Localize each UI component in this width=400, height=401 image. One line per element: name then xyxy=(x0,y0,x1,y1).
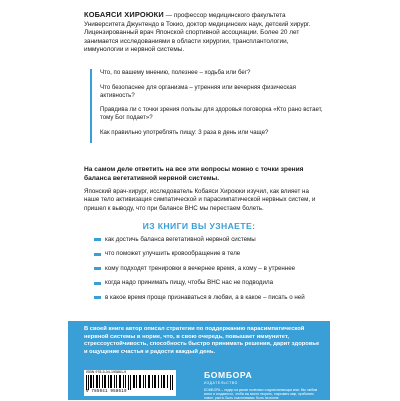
list-item-text: что поможет улучшить кровообращение в теле xyxy=(105,250,241,258)
isbn-label: ISBN 978-5-04-195861-9 xyxy=(86,370,127,374)
question: Что, по вашему мнению, полезнее – ходьба или бег? xyxy=(100,69,251,76)
summary-text: В своей книге автор описал стратегии по поддержанию парасимпатической нервной системы в норме, что, в свою очередь, повышает иммунитет, стрессоустойчивость, способность быстро принимать решения, дарит здоровье и ощущение счастья и радости каждый день. xyxy=(84,326,320,355)
book-back-cover xyxy=(68,0,330,400)
publisher-subtitle: ИЗДАТЕЛЬСТВО xyxy=(204,381,238,385)
study-paragraph: Японский врач-хирург, исследователь Кобаяси Хироюки изучил, как влияет на наше тело активизация симпатической и парасимпатической нервных систем, и пришел к выводу, что при балансе ВНС мы перестаем болеть. xyxy=(84,188,316,212)
list-item-text: кому подходят тренировки в вечернее время, а кому – в утреннее xyxy=(105,264,296,272)
author-bio: — профессор медицинского факультета Университета Джунтендо в Токио, доктор медицинских наук, детский хирург. Лицензированный врач Японской спортивной ассоциации. Более 20 лет занимается исследованиями в области хирургии, трансплантологии, иммунологии и нервной системы. xyxy=(84,12,311,54)
barcode xyxy=(84,370,176,396)
author-name: КОБАЯСИ ХИРОЮКИ xyxy=(84,10,164,19)
list-item-text: в какое время проще признаваться в любви, а в какое – писать о ней xyxy=(105,293,305,301)
publisher-block xyxy=(204,370,322,401)
barcode-number: 9 785041 958619 xyxy=(86,390,127,394)
bullet-icon xyxy=(94,296,101,299)
question: Как правильно употреблять пищу: 3 раза в день или чаще? xyxy=(100,128,269,136)
questions-block xyxy=(90,69,332,143)
author-intro xyxy=(84,11,322,55)
learn-heading: ИЗ КНИГИ ВЫ УЗНАЕТЕ: xyxy=(142,221,256,231)
publisher-logo: БОМБОРА xyxy=(204,370,253,380)
bullet-icon xyxy=(94,282,101,285)
bullet-icon xyxy=(94,253,101,256)
list-item xyxy=(94,265,322,273)
learn-list xyxy=(94,236,322,308)
publisher-info: БОМБОРА – лидер на рынке полезных и вдохновляющих книг. Мы любим книги и создаем их, чтобы вы могли творить, открывать мир, пробовать новое, расти. Быть счастливыми. Быть на волне. xyxy=(204,388,318,401)
list-item xyxy=(94,279,322,287)
question: Правдива ли с точки зрения пользы для здоровья поговорка «Кто рано встает, тому Бог подает»? xyxy=(100,106,323,122)
list-item xyxy=(94,250,322,258)
list-item-text: когда надо принимать пищу, чтобы ВНС нас не подводила xyxy=(105,279,274,287)
list-item xyxy=(94,236,322,244)
bullet-icon xyxy=(94,238,101,241)
list-item xyxy=(94,294,322,302)
question: Что безопаснее для организма – утренняя или вечерняя физическая активность? xyxy=(100,83,296,99)
bullet-icon xyxy=(94,267,101,270)
summary-box xyxy=(68,321,330,400)
list-item-text: как достичь баланса вегетативной нервной системы xyxy=(105,236,256,243)
answer-paragraph: На самом деле ответить на все эти вопросы можно с точки зрения баланса вегетативной нервной системы. xyxy=(84,166,304,182)
barcode-bars-icon xyxy=(86,375,174,390)
